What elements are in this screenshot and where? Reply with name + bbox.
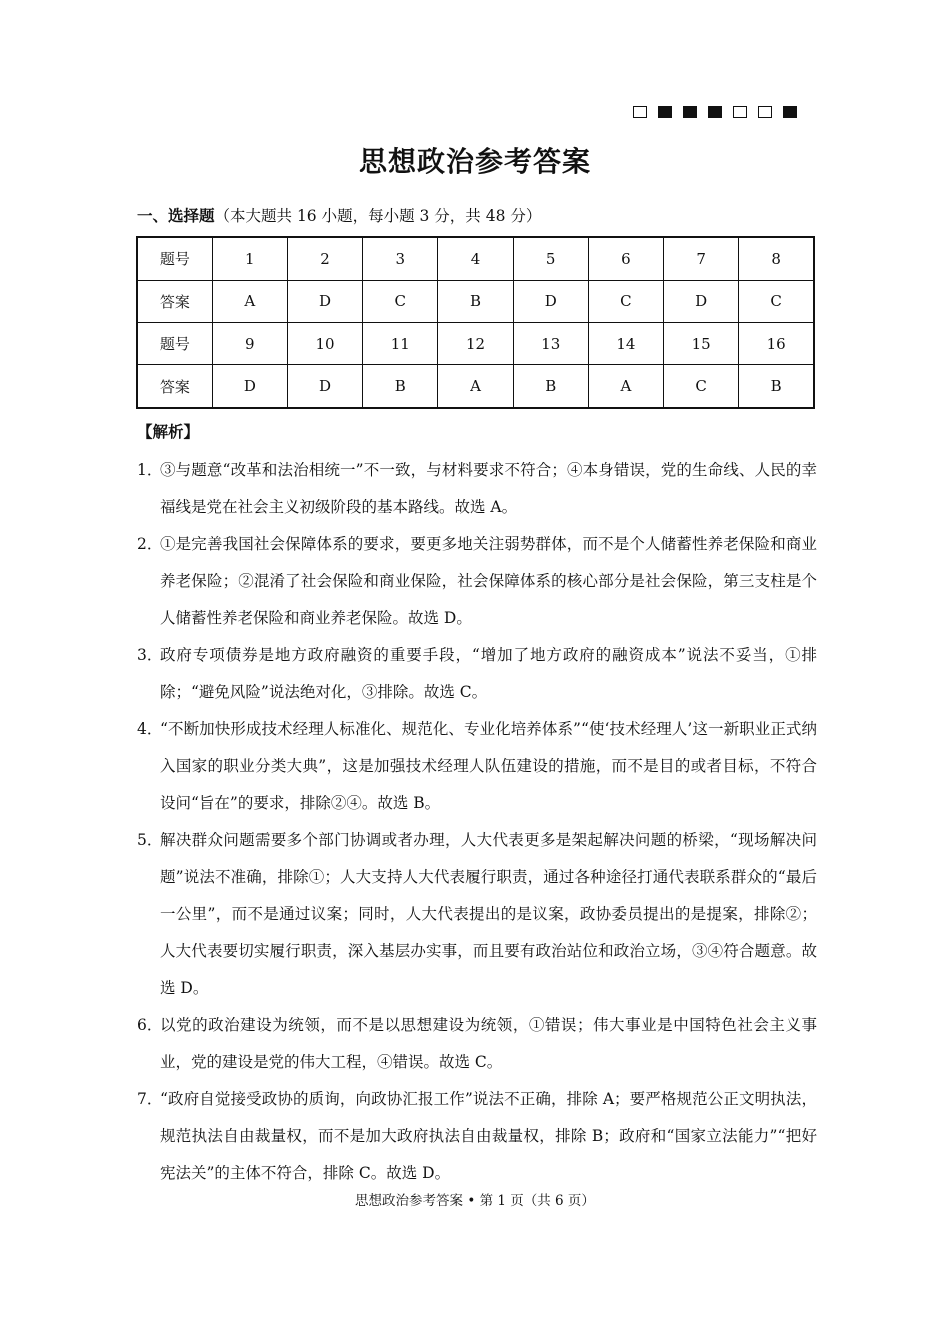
table-cell: D [287, 365, 362, 408]
table-row [137, 365, 814, 408]
section-label: 一、选择题 [137, 206, 215, 225]
table-cell: 13 [513, 322, 588, 364]
list-item [137, 711, 817, 822]
answer-table [136, 236, 815, 409]
item-text: 政府专项债券是地方政府融资的重要手段，“增加了地方政府的融资成本”说法不妥当，①排除；“避免风险”说法绝对化，③排除。故选 C。 [160, 646, 817, 701]
table-row [137, 237, 814, 280]
item-number: 3． [137, 646, 163, 664]
item-number: 4． [137, 720, 163, 738]
item-text: 以党的政治建设为统领，而不是以思想建设为统领，①错误；伟大事业是中国特色社会主义事业，党的建设是党的伟大工程，④错误。故选 C。 [160, 1016, 817, 1071]
section-note: （本大题共 16 小题，每小题 3 分，共 48 分） [214, 207, 542, 225]
table-cell: 16 [739, 322, 814, 364]
section-heading [137, 204, 541, 226]
table-cell: 14 [588, 322, 663, 364]
list-item [137, 822, 817, 1007]
table-cell: 答案 [137, 365, 212, 408]
table-cell: 2 [287, 237, 362, 280]
table-cell: B [438, 280, 513, 322]
list-item [137, 637, 817, 711]
table-cell: 3 [363, 237, 438, 280]
header-mark [633, 106, 647, 118]
table-cell: 5 [513, 237, 588, 280]
table-cell: 8 [739, 237, 814, 280]
table-cell: D [513, 280, 588, 322]
item-text: “政府自觉接受政协的质询，向政协汇报工作”说法不正确，排除 A；要严格规范公正文明执法，规范执法自由裁量权，而不是加大政府执法自由裁量权，排除 B；政府和“国家立法能力”“把好宪法关”的主体不符合，排除 C。故选 D。 [160, 1090, 817, 1182]
table-cell: C [363, 280, 438, 322]
header-marks [633, 106, 797, 118]
table-cell: 题号 [137, 237, 212, 280]
list-item [137, 526, 817, 637]
table-cell: B [363, 365, 438, 408]
table-cell: 10 [287, 322, 362, 364]
table-cell: B [513, 365, 588, 408]
table-cell: 15 [664, 322, 739, 364]
item-text: ①是完善我国社会保障体系的要求，要更多地关注弱势群体，而不是个人储蓄性养老保险和商业养老保险；②混淆了社会保险和商业保险，社会保障体系的核心部分是社会保险，第三支柱是个人储蓄性养老保险和商业养老保险。故选 D。 [160, 535, 817, 627]
table-cell: 7 [664, 237, 739, 280]
table-cell: C [588, 280, 663, 322]
table-cell: 4 [438, 237, 513, 280]
table-cell: A [588, 365, 663, 408]
list-item [137, 1081, 817, 1192]
table-cell: C [739, 280, 814, 322]
header-mark [783, 106, 797, 118]
item-text: 解决群众问题需要多个部门协调或者办理，人大代表更多是架起解决问题的桥梁，“现场解决问题”说法不准确，排除①；人大支持人大代表履行职责，通过各种途径打通代表联系群众的“最后一公里”，而不是通过议案；同时，人大代表提出的是议案，政协委员提出的是提案，排除②；人大代表要切实履行职责，深入基层办实事，而且要有政治站位和政治立场，③④符合题意。故选 D。 [160, 831, 817, 997]
table-cell: 12 [438, 322, 513, 364]
table-cell: D [212, 365, 287, 408]
header-mark [733, 106, 747, 118]
analysis-heading: 【解析】 [137, 422, 200, 441]
table-cell: 题号 [137, 322, 212, 364]
table-cell: A [438, 365, 513, 408]
table-cell: A [212, 280, 287, 322]
item-number: 5． [137, 831, 163, 849]
table-cell: D [287, 280, 362, 322]
table-cell: 11 [363, 322, 438, 364]
analysis-list [137, 452, 817, 1192]
item-number: 6． [137, 1016, 163, 1034]
table-row [137, 280, 814, 322]
item-number: 1． [137, 461, 163, 479]
item-text: ③与题意“改革和法治相统一”不一致，与材料要求不符合；④本身错误，党的生命线、人民的幸福线是党在社会主义初级阶段的基本路线。故选 A。 [160, 461, 817, 516]
table-cell: 9 [212, 322, 287, 364]
header-mark [658, 106, 672, 118]
item-number: 7． [137, 1090, 163, 1108]
item-text: “不断加快形成技术经理人标准化、规范化、专业化培养体系”“使‘技术经理人’这一新职业正式纳入国家的职业分类大典”，这是加强技术经理人队伍建设的措施，而不是目的或者目标，不符合设问“旨在”的要求，排除②④。故选 B。 [160, 720, 817, 812]
table-cell: 1 [212, 237, 287, 280]
table-cell: D [664, 280, 739, 322]
table-cell: C [664, 365, 739, 408]
item-number: 2． [137, 535, 163, 553]
list-item [137, 1007, 817, 1081]
page-title: 思想政治参考答案 [358, 145, 591, 178]
header-mark [708, 106, 722, 118]
table-cell: 答案 [137, 280, 212, 322]
table-cell: B [739, 365, 814, 408]
table-cell: 6 [588, 237, 663, 280]
list-item [137, 452, 817, 526]
table-row [137, 322, 814, 364]
page-footer: 思想政治参考答案 • 第 1 页（共 6 页） [355, 1193, 595, 1209]
header-mark [758, 106, 772, 118]
header-mark [683, 106, 697, 118]
